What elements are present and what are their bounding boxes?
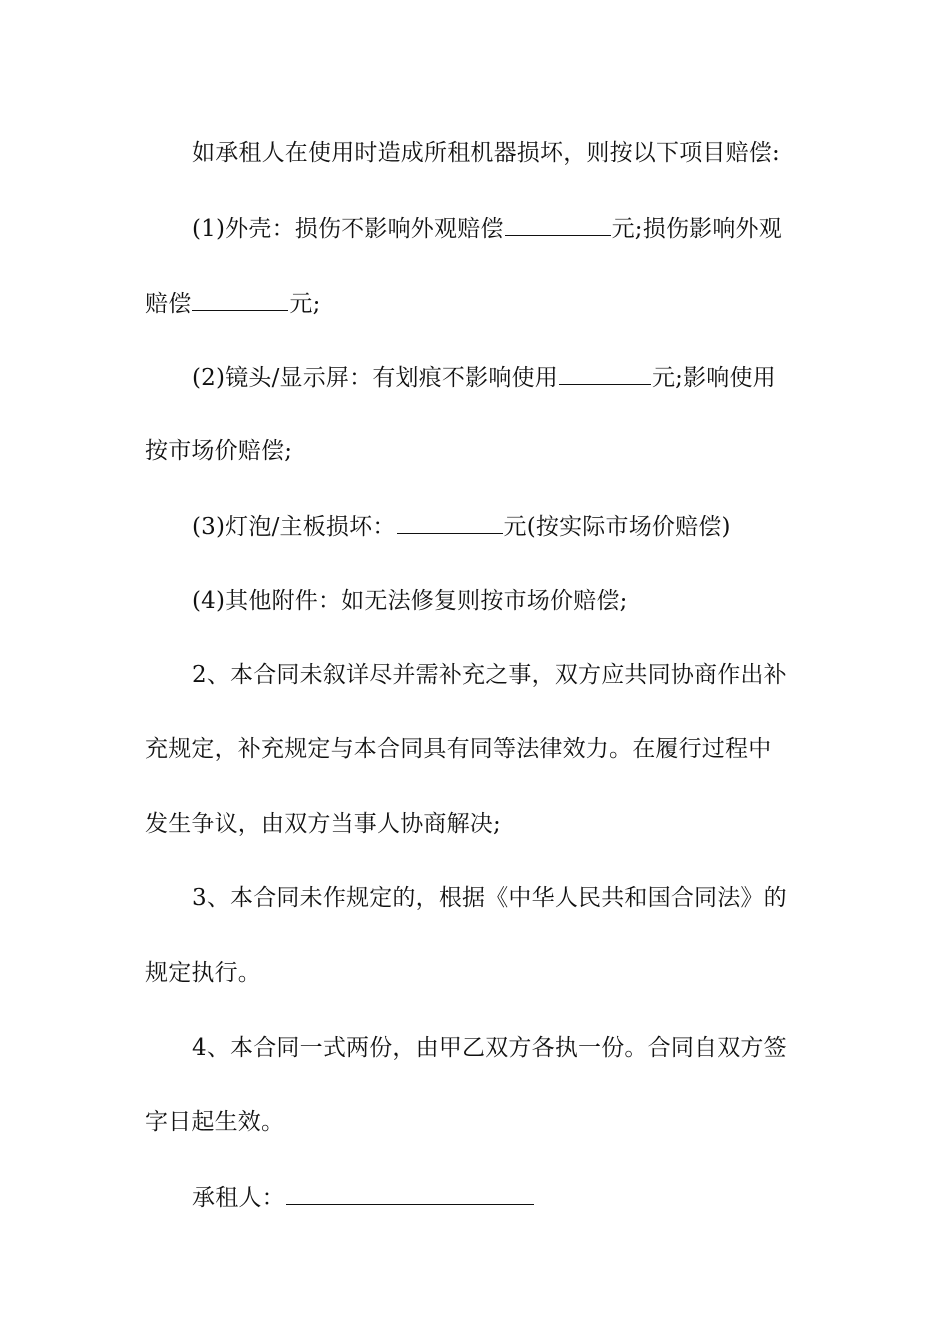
item-1-line-2: 赔偿 元; — [0, 288, 950, 319]
item-2-line-1: (2)镜头/显示屏：有划痕不影响使用 元;影响使用 — [0, 362, 950, 393]
clause-4-line-2: 字日起生效。 — [145, 1109, 285, 1135]
clause-2-line-1: 2、本合同未叙详尽并需补充之事，双方应共同协商作出补 — [192, 662, 787, 688]
item-3: (3)灯泡/主板损坏： 元(按实际市场价赔偿) — [0, 511, 950, 542]
clause-2-line-2: 充规定，补充规定与本合同具有同等法律效力。在履行过程中 — [145, 736, 772, 762]
clause-3-line-1: 3、本合同未作规定的，根据《中华人民共和国合同法》的 — [192, 885, 787, 911]
compensation-intro: 如承租人在使用时造成所租机器损坏，则按以下项目赔偿: — [192, 140, 780, 166]
clause-3-line-2: 规定执行。 — [145, 960, 261, 986]
fill-in-blank[interactable] — [397, 511, 503, 534]
lessee-signature-blank[interactable] — [286, 1182, 534, 1205]
fill-in-blank[interactable] — [559, 362, 651, 385]
clause-4-line-1: 4、本合同一式两份，由甲乙双方各执一份。合同自双方签 — [192, 1035, 787, 1061]
clause-2-line-3: 发生争议，由双方当事人协商解决; — [145, 811, 501, 837]
lessee-signature-line: 承租人： — [0, 1182, 950, 1213]
item-1-line-1: (1)外壳：损伤不影响外观赔偿 元;损伤影响外观 — [0, 213, 950, 244]
item-2-line-2: 按市场价赔偿; — [145, 438, 293, 464]
fill-in-blank[interactable] — [505, 213, 611, 236]
item-4: (4)其他附件：如无法修复则按市场价赔偿; — [192, 588, 628, 614]
fill-in-blank[interactable] — [192, 288, 288, 311]
